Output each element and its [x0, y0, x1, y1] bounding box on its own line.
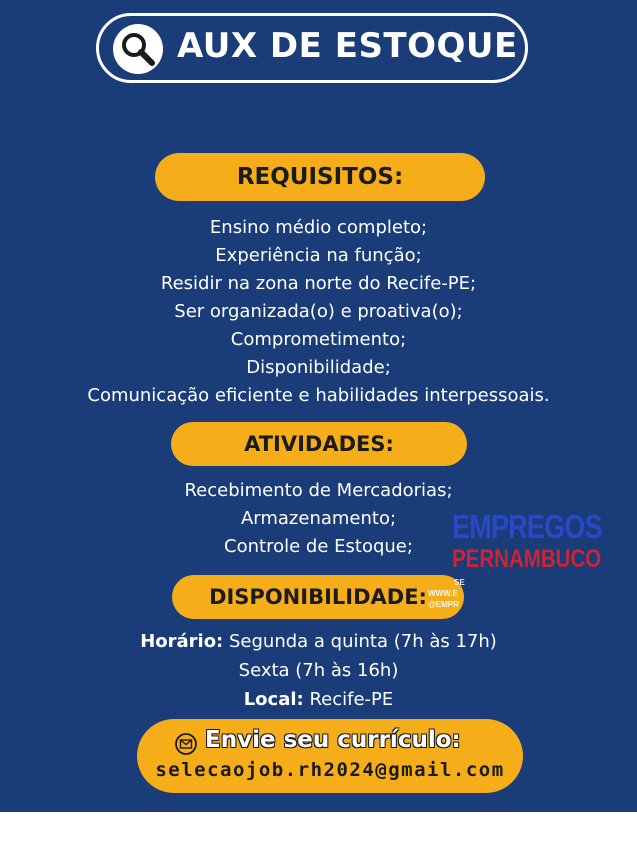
sexta-line: Sexta (7h às 16h) [238, 660, 399, 681]
requisitos-heading: REQUISITOS: [155, 153, 485, 201]
atividades-heading: ATIVIDADES: [171, 422, 467, 466]
watermark-line1: EMPREGOS [452, 508, 602, 545]
horario-label: Horário: [140, 631, 224, 652]
watermark-small1: SE [454, 578, 465, 587]
watermark-logo [428, 508, 632, 613]
list-item: Ser organizada(o) e proativa(o); [174, 301, 463, 322]
page-title: AUX DE ESTOQUE [177, 26, 518, 66]
watermark-small3: @EMPR [428, 600, 459, 609]
list-item: Disponibilidade; [246, 357, 391, 378]
disponibilidade-list [0, 627, 637, 714]
horario-value: Segunda a quinta (7h às 17h) [229, 631, 497, 652]
list-item: Residir na zona norte do Recife-PE; [160, 273, 477, 294]
horario-line [0, 627, 637, 656]
list-item: Comprometimento; [230, 329, 407, 350]
requisitos-list [0, 214, 637, 410]
envelope-icon [175, 733, 197, 755]
magnifier-icon [113, 24, 163, 74]
local-label: Local: [243, 689, 304, 710]
list-item: Armazenamento; [240, 508, 397, 529]
title-banner [96, 13, 528, 83]
local-value: Recife-PE [309, 689, 394, 710]
cta-banner [137, 719, 523, 793]
list-item: Ensino médio completo; [209, 217, 428, 238]
local-line [0, 685, 637, 714]
list-item: Controle de Estoque; [224, 536, 413, 557]
cta-email: selecaojob.rh2024@gmail.com [155, 759, 505, 781]
cta-title: Envie seu currículo: [205, 727, 461, 753]
watermark-line2: PERNAMBUCO [452, 545, 602, 573]
list-item: Recebimento de Mercadorias; [184, 480, 453, 501]
list-item: Experiência na função; [215, 245, 422, 266]
watermark-small2: WWW.E [428, 589, 458, 598]
disponibilidade-heading: DISPONIBILIDADE: [172, 575, 464, 619]
list-item: Comunicação eficiente e habilidades interpessoais. [87, 385, 550, 406]
